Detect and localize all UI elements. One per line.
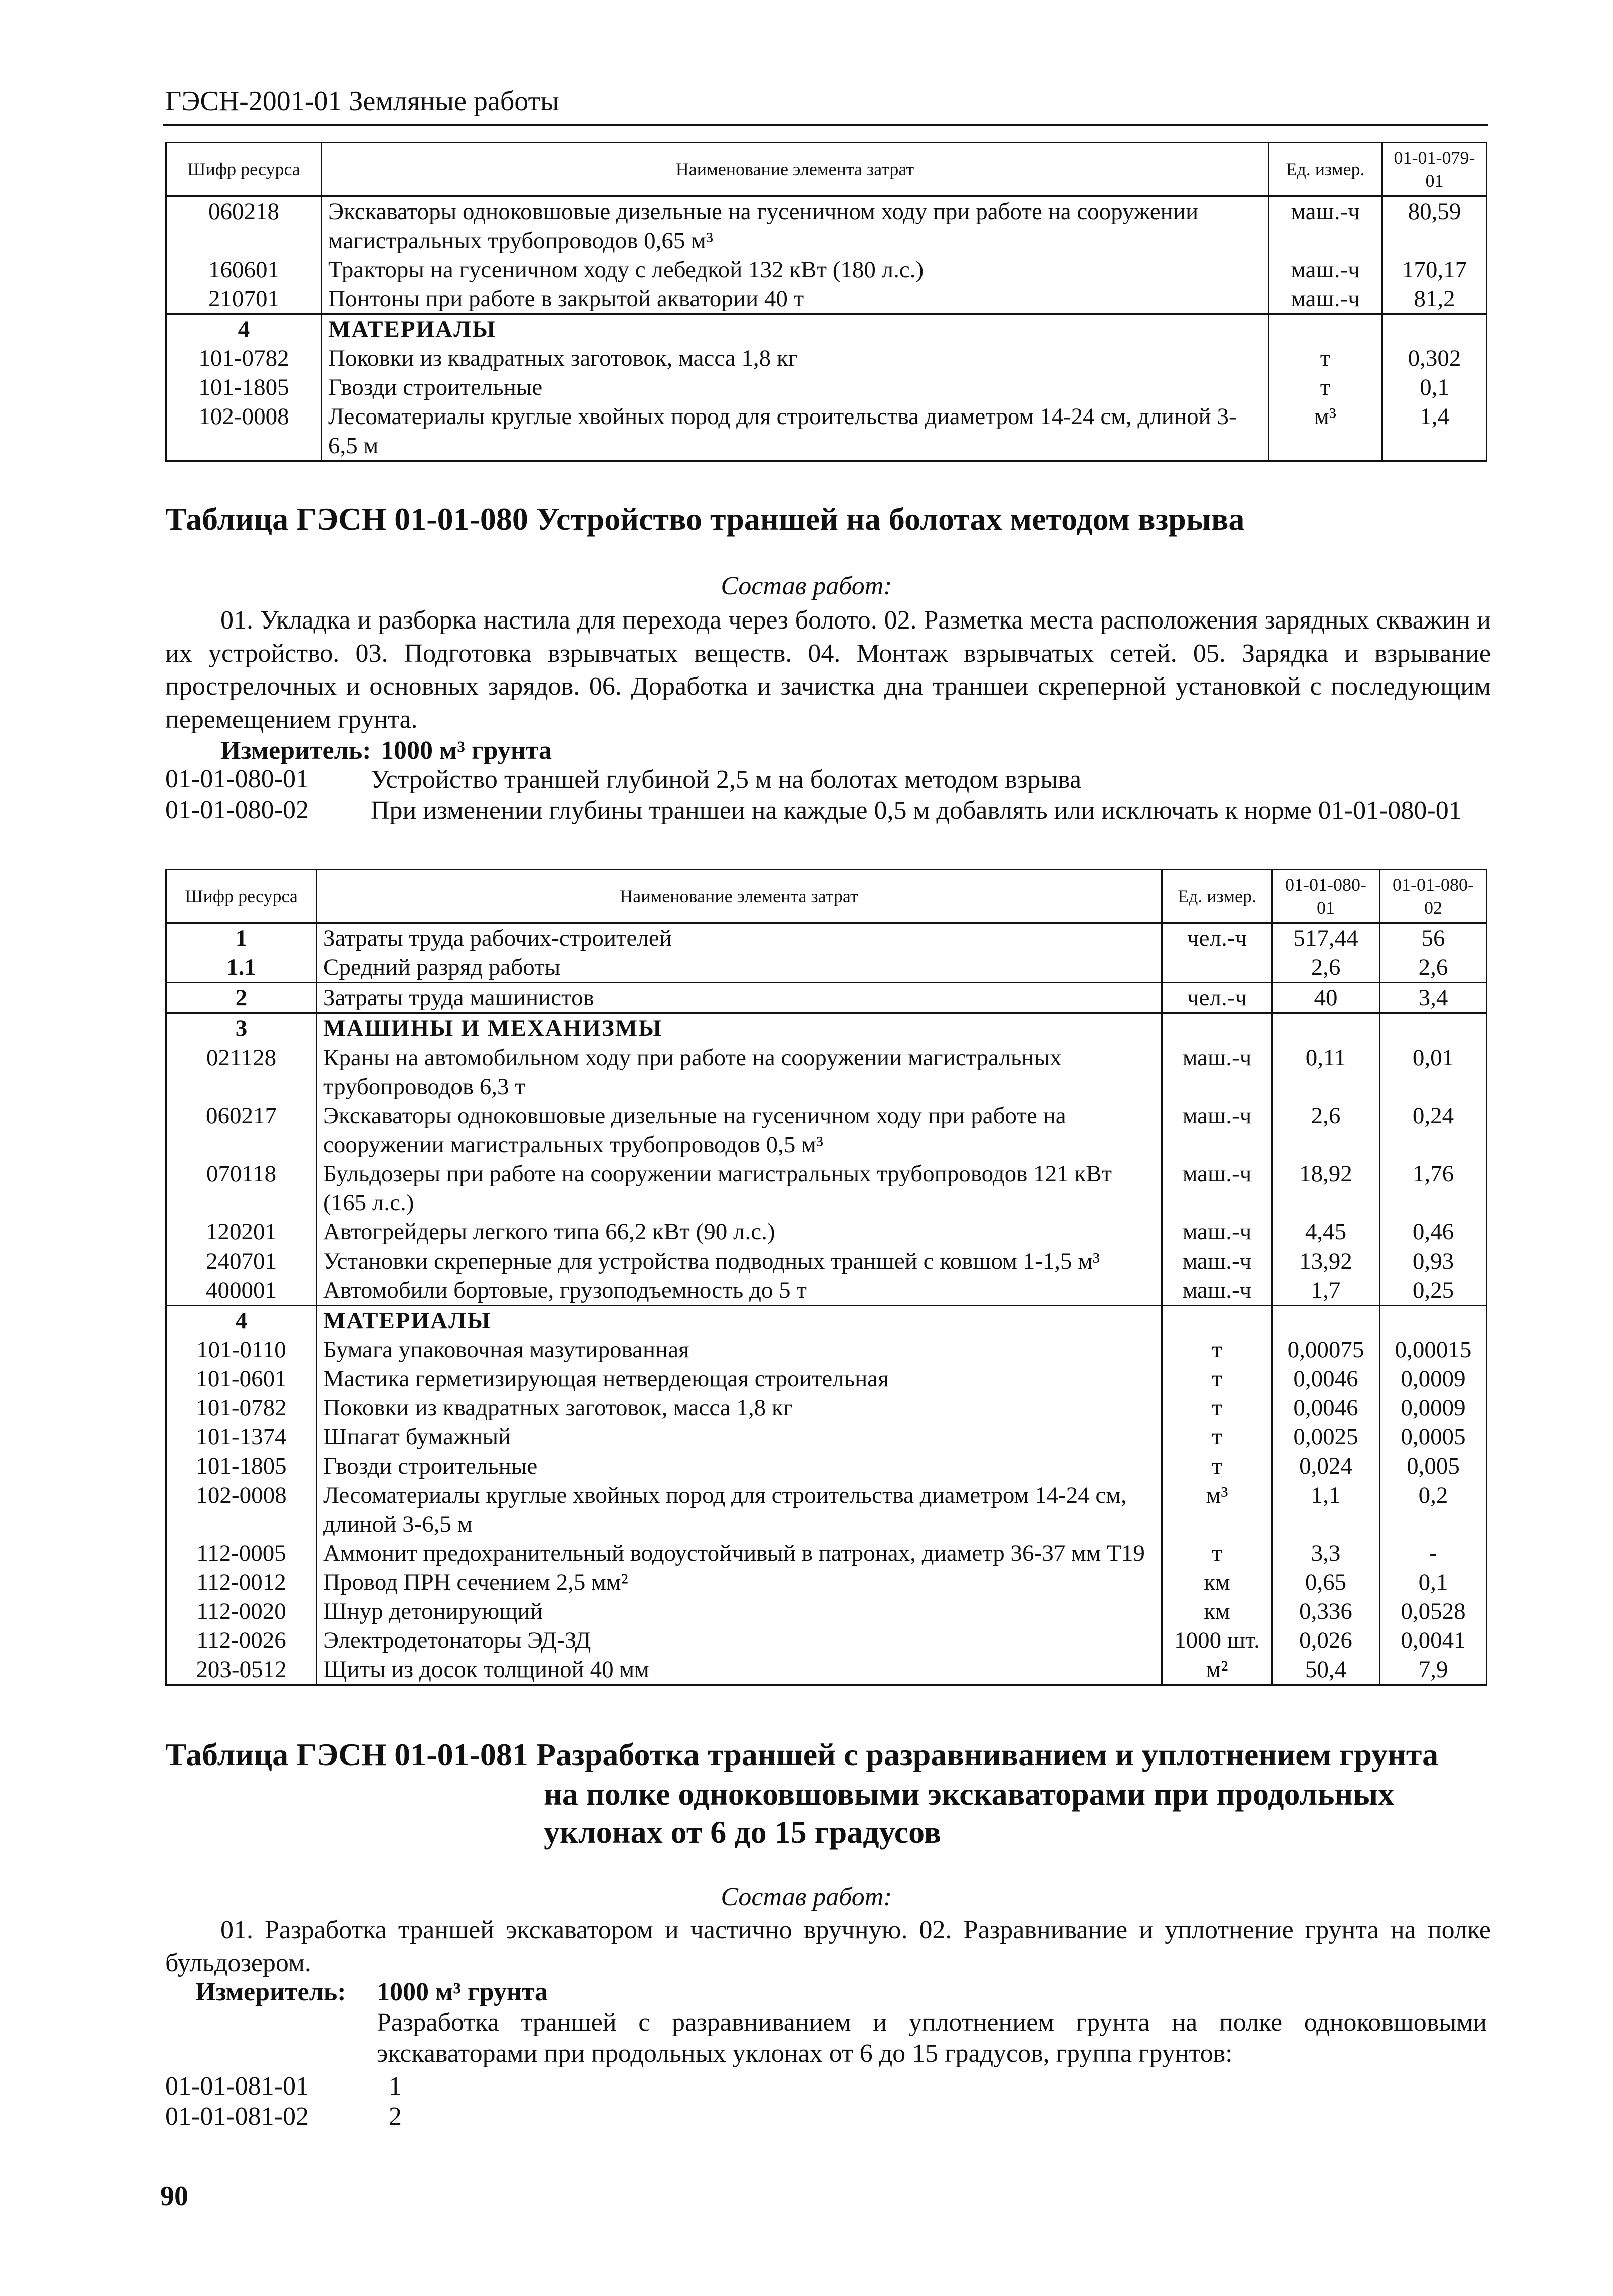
norm-value-1 <box>1382 314 1487 344</box>
norm-value-2: 0,0041 <box>1380 1626 1487 1655</box>
unit-cell: т <box>1162 1539 1272 1568</box>
norm-value-1: 81,2 <box>1382 284 1487 314</box>
table-row <box>166 1101 1487 1159</box>
unit-cell: маш.-ч <box>1162 1101 1272 1159</box>
norm-value-2: 0,1 <box>1380 1568 1487 1597</box>
norm-value-1: 1,1 <box>1272 1481 1380 1539</box>
resource-name: Затраты труда машинистов <box>317 983 1162 1013</box>
resource-name: Аммонит предохранительный водоустойчивый в патронах, диаметр 36-37 мм Т19 <box>317 1539 1162 1568</box>
resource-name: Автогрейдеры легкого типа 66,2 кВт (90 л.с.) <box>317 1217 1162 1246</box>
page-number: 90 <box>160 2181 188 2212</box>
table-row <box>166 1422 1487 1451</box>
resource-code: 102-0008 <box>166 402 322 461</box>
resource-code: 1.1 <box>166 953 317 983</box>
table-row <box>166 1451 1487 1481</box>
norm-value-2: 3,4 <box>1380 983 1487 1013</box>
resource-code: 203-0512 <box>166 1655 317 1685</box>
col-header-code: Шифр ресурса <box>166 870 317 923</box>
resource-name: Экскаваторы одноковшовые дизельные на гусеничном ходу при работе на сооружении магистральных трубопроводов 0,65 м³ <box>322 196 1269 256</box>
norm-code: 01-01-081-01 <box>165 2072 309 2101</box>
norm-value-2: 0,00015 <box>1380 1335 1487 1364</box>
resource-name: Тракторы на гусеничном ходу с лебедкой 132 кВт (180 л.с.) <box>322 255 1269 284</box>
table-title-081-line3: уклонах от 6 до 15 градусов <box>544 1814 942 1850</box>
norm-value-2: 0,005 <box>1380 1451 1487 1481</box>
norm-value-2: 7,9 <box>1380 1655 1487 1685</box>
norm-value-2: 0,24 <box>1380 1101 1487 1159</box>
table-row <box>166 1013 1487 1043</box>
resource-name: Шнур детонирующий <box>317 1597 1162 1626</box>
resource-name: Бульдозеры при работе на сооружении магистральных трубопроводов 121 кВт (165 л.с.) <box>317 1159 1162 1217</box>
unit-cell: маш.-ч <box>1269 255 1382 284</box>
table-row <box>166 1655 1487 1685</box>
resource-name: МАШИНЫ И МЕХАНИЗМЫ <box>317 1013 1162 1043</box>
unit-cell: т <box>1269 344 1382 373</box>
col-header-norm-1: 01-01-080-01 <box>1272 870 1380 923</box>
unit-cell: маш.-ч <box>1162 1159 1272 1217</box>
resource-name: Понтоны при работе в закрытой акватории 40 т <box>322 284 1269 314</box>
norm-value-1: 0,336 <box>1272 1597 1380 1626</box>
resource-name: Средний разряд работы <box>317 953 1162 983</box>
norm-value-1: 4,45 <box>1272 1217 1380 1246</box>
norm-value-1 <box>1272 1306 1380 1336</box>
resource-name: Установки скреперные для устройства подводных траншей с ковшом 1-1,5 м³ <box>317 1246 1162 1276</box>
table-row <box>166 953 1487 983</box>
col-header-unit: Ед. измер. <box>1269 143 1382 196</box>
norm-code: 01-01-081-02 <box>165 2102 309 2131</box>
resource-name: Поковки из квадратных заготовок, масса 1,8 кг <box>322 344 1269 373</box>
unit-cell: км <box>1162 1568 1272 1597</box>
resource-code: 112-0005 <box>166 1539 317 1568</box>
composition-label-080: Состав работ: <box>721 572 892 600</box>
resource-code: 070118 <box>166 1159 317 1217</box>
unit-cell: маш.-ч <box>1269 196 1382 256</box>
resource-code: 101-1374 <box>166 1422 317 1451</box>
col-header-name: Наименование элемента затрат <box>317 870 1162 923</box>
unit-cell: м³ <box>1269 402 1382 461</box>
resource-code: 4 <box>166 314 322 344</box>
resource-name: Гвозди строительные <box>317 1451 1162 1481</box>
resource-code: 102-0008 <box>166 1481 317 1539</box>
table-row <box>166 983 1487 1013</box>
unit-cell: м³ <box>1162 1481 1272 1539</box>
unit-cell <box>1162 1306 1272 1336</box>
unit-cell: т <box>1162 1335 1272 1364</box>
norm-value-1: 50,4 <box>1272 1655 1380 1685</box>
norm-value-1: 517,44 <box>1272 923 1380 953</box>
norm-value-2: 0,25 <box>1380 1276 1487 1306</box>
table-row <box>166 1043 1487 1101</box>
resource-name: Мастика герметизирующая нетвердеющая строительная <box>317 1364 1162 1393</box>
unit-cell: м² <box>1162 1655 1272 1685</box>
table-row <box>166 1597 1487 1626</box>
resource-code: 101-0601 <box>166 1364 317 1393</box>
unit-cell: т <box>1269 373 1382 402</box>
resource-code: 101-1805 <box>166 373 322 402</box>
norm-value-1: 170,17 <box>1382 255 1487 284</box>
resource-code: 060217 <box>166 1101 317 1159</box>
col-header-name: Наименование элемента затрат <box>322 143 1269 196</box>
resource-name: МАТЕРИАЛЫ <box>322 314 1269 344</box>
norm-value-1: 0,0025 <box>1272 1422 1380 1451</box>
resource-code: 4 <box>166 1306 317 1336</box>
unit-cell: т <box>1162 1364 1272 1393</box>
norm-value-1: 80,59 <box>1382 196 1487 256</box>
resource-name: Краны на автомобильном ходу при работе на сооружении магистральных трубопроводов 6,3 т <box>317 1043 1162 1101</box>
norm-value-1: 13,92 <box>1272 1246 1380 1276</box>
norm-value-1: 3,3 <box>1272 1539 1380 1568</box>
table-title-081: Таблица ГЭСН 01-01-081 Разработка траншей с разравниванием и уплотнением грунта <box>165 1737 1439 1772</box>
table-row <box>166 1393 1487 1422</box>
running-header: ГЭСН-2001-01 Земляные работы <box>165 86 559 117</box>
norm-value-2: 2,6 <box>1380 953 1487 983</box>
table-row <box>166 1335 1487 1364</box>
unit-cell: т <box>1162 1451 1272 1481</box>
norm-value-1: 0,024 <box>1272 1451 1380 1481</box>
resource-code: 021128 <box>166 1043 317 1101</box>
unit-cell <box>1162 953 1272 983</box>
resource-name: Провод ПРН сечением 2,5 мм² <box>317 1568 1162 1597</box>
norm-value-2: 0,01 <box>1380 1043 1487 1101</box>
resource-table-080 <box>165 869 1487 1686</box>
table-title-081-line2: на полке одноковшовыми экскаваторами при продольных <box>544 1776 1395 1812</box>
unit-cell: маш.-ч <box>1162 1246 1272 1276</box>
resource-name: Лесоматериалы круглые хвойных пород для строительства диаметром 14-24 см, длиной 3-6,5 м <box>317 1481 1162 1539</box>
norm-value-1: 1,4 <box>1382 402 1487 461</box>
norm-value-1: 40 <box>1272 983 1380 1013</box>
resource-code: 112-0026 <box>166 1626 317 1655</box>
table-body <box>166 923 1487 1685</box>
norm-value-1: 18,92 <box>1272 1159 1380 1217</box>
norm-code: 01-01-080-02 <box>165 796 309 824</box>
norm-code: 01-01-080-01 <box>165 765 309 793</box>
resource-name: Электродетонаторы ЭД-ЗД <box>317 1626 1162 1655</box>
resource-code: 210701 <box>166 284 322 314</box>
resource-code: 112-0020 <box>166 1597 317 1626</box>
unit-cell: маш.-ч <box>1162 1217 1272 1246</box>
table-row <box>166 1568 1487 1597</box>
table-row <box>166 1539 1487 1568</box>
norm-value-2: 0,0528 <box>1380 1597 1487 1626</box>
table-row <box>166 1276 1487 1306</box>
meter-value-081: 1000 м³ грунта <box>377 1978 548 2006</box>
norm-description: Устройство траншей глубиной 2,5 м на болотах методом взрыва <box>371 765 1082 794</box>
table-row <box>166 314 1487 344</box>
unit-cell <box>1162 1013 1272 1043</box>
unit-cell: маш.-ч <box>1162 1043 1272 1101</box>
norm-value-2: 0,0009 <box>1380 1364 1487 1393</box>
table-row <box>166 344 1487 373</box>
unit-cell: т <box>1162 1393 1272 1422</box>
norm-value-1: 0,00075 <box>1272 1335 1380 1364</box>
resource-table-079 <box>165 142 1487 462</box>
resource-code: 2 <box>166 983 317 1013</box>
resource-name: Автомобили бортовые, грузоподъемность до 5 т <box>317 1276 1162 1306</box>
resource-code: 160601 <box>166 255 322 284</box>
soil-group: 2 <box>389 2102 402 2131</box>
resource-code: 112-0012 <box>166 1568 317 1597</box>
resource-name: Поковки из квадратных заготовок, масса 1,8 кг <box>317 1393 1162 1422</box>
norm-value-1: 1,7 <box>1272 1276 1380 1306</box>
resource-code: 101-0782 <box>166 1393 317 1422</box>
resource-code: 101-0782 <box>166 344 322 373</box>
composition-text-081: 01. Разработка траншей экскаватором и частично вручную. 02. Разравнивание и уплотнение грунта на полке бульдозером. <box>165 1916 1491 1977</box>
unit-cell: км <box>1162 1597 1272 1626</box>
norm-value-2: 0,93 <box>1380 1246 1487 1276</box>
resource-code: 060218 <box>166 196 322 256</box>
norm-value-1: 0,1 <box>1382 373 1487 402</box>
table-row <box>166 284 1487 314</box>
norm-value-2 <box>1380 1306 1487 1336</box>
norm-value-2: 0,0009 <box>1380 1393 1487 1422</box>
norm-value-1: 0,0046 <box>1272 1393 1380 1422</box>
table-row <box>166 1217 1487 1246</box>
col-header-code: Шифр ресурса <box>166 143 322 196</box>
norm-value-2: - <box>1380 1539 1487 1568</box>
resource-name: Затраты труда рабочих-строителей <box>317 923 1162 953</box>
norm-value-1: 0,11 <box>1272 1043 1380 1101</box>
resource-code: 1 <box>166 923 317 953</box>
resource-name: Экскаваторы одноковшовые дизельные на гусеничном ходу при работе на сооружении магистральных трубопроводов 0,5 м³ <box>317 1101 1162 1159</box>
table-row <box>166 1364 1487 1393</box>
resource-code: 120201 <box>166 1217 317 1246</box>
col-header-norm-2: 01-01-080-02 <box>1380 870 1487 923</box>
table-row <box>166 1306 1487 1336</box>
table-row <box>166 196 1487 256</box>
resource-name: Лесоматериалы круглые хвойных пород для строительства диаметром 14-24 см, длиной 3-6,5 м <box>322 402 1269 461</box>
header-rule <box>163 124 1488 126</box>
composition-label-081: Состав работ: <box>721 1883 892 1911</box>
resource-code: 101-0110 <box>166 1335 317 1364</box>
unit-cell: 1000 шт. <box>1162 1626 1272 1655</box>
resource-name: Бумага упаковочная мазутированная <box>317 1335 1162 1364</box>
table-row <box>166 923 1487 953</box>
norm-value-1: 0,0046 <box>1272 1364 1380 1393</box>
norm-value-1: 2,6 <box>1272 1101 1380 1159</box>
norm-value-2 <box>1380 1013 1487 1043</box>
table-row <box>166 373 1487 402</box>
resource-name: Щиты из досок толщиной 40 мм <box>317 1655 1162 1685</box>
table-row <box>166 255 1487 284</box>
table-row <box>166 1159 1487 1217</box>
table-title-080: Таблица ГЭСН 01-01-080 Устройство траншей на болотах методом взрыва <box>165 501 1245 537</box>
norm-value-1 <box>1272 1013 1380 1043</box>
resource-name: Шпагат бумажный <box>317 1422 1162 1451</box>
norm-value-2: 1,76 <box>1380 1159 1487 1217</box>
resource-code: 400001 <box>166 1276 317 1306</box>
norm-value-2: 56 <box>1380 923 1487 953</box>
table-row <box>166 1626 1487 1655</box>
col-header-norm: 01-01-079-01 <box>1382 143 1487 196</box>
norm-value-2: 0,0005 <box>1380 1422 1487 1451</box>
meter-label-080: Измеритель: <box>220 736 371 765</box>
resource-name: Гвозди строительные <box>322 373 1269 402</box>
resource-code: 3 <box>166 1013 317 1043</box>
norm-value-1: 0,026 <box>1272 1626 1380 1655</box>
col-header-unit: Ед. измер. <box>1162 870 1272 923</box>
unit-cell: т <box>1162 1422 1272 1451</box>
meter-value-080: 1000 м³ грунта <box>381 736 552 765</box>
resource-name: МАТЕРИАЛЫ <box>317 1306 1162 1336</box>
unit-cell: маш.-ч <box>1162 1276 1272 1306</box>
table-body <box>166 196 1487 461</box>
table-row <box>166 402 1487 461</box>
resource-code: 101-1805 <box>166 1451 317 1481</box>
unit-cell: чел.-ч <box>1162 923 1272 953</box>
norm-value-1: 2,6 <box>1272 953 1380 983</box>
norm-value-2: 0,46 <box>1380 1217 1487 1246</box>
unit-cell: маш.-ч <box>1269 284 1382 314</box>
composition-text-080: 01. Укладка и разборка настила для перехода через болото. 02. Разметка места расположения зарядных скважин и их устройство. 03. Подготовка взрывчатых веществ. 04. Монтаж взрывчатых сетей. 05. Зарядка и взрывание прострелочных и основных зарядов. 06. Доработка и зачистка дна траншеи скреперной установкой с последующим перемещением грунта. <box>165 606 1491 734</box>
table-row <box>166 1246 1487 1276</box>
resource-code: 240701 <box>166 1246 317 1276</box>
norm-value-1: 0,65 <box>1272 1568 1380 1597</box>
meter-label-081: Измеритель: <box>195 1978 346 2006</box>
unit-cell: чел.-ч <box>1162 983 1272 1013</box>
unit-cell <box>1269 314 1382 344</box>
norm-group-description: Разработка траншей с разравниванием и уплотнением грунта на полке одноковшовыми экскаваторами при продольных уклонах от 6 до 15 градусов, группа грунтов: <box>377 2008 1487 2068</box>
norm-description: При изменении глубины траншеи на каждые 0,5 м добавлять или исключать к норме 01-01-080-01 <box>371 796 1462 825</box>
table-row <box>166 1481 1487 1539</box>
norm-value-1: 0,302 <box>1382 344 1487 373</box>
norm-value-2: 0,2 <box>1380 1481 1487 1539</box>
soil-group: 1 <box>389 2072 402 2101</box>
